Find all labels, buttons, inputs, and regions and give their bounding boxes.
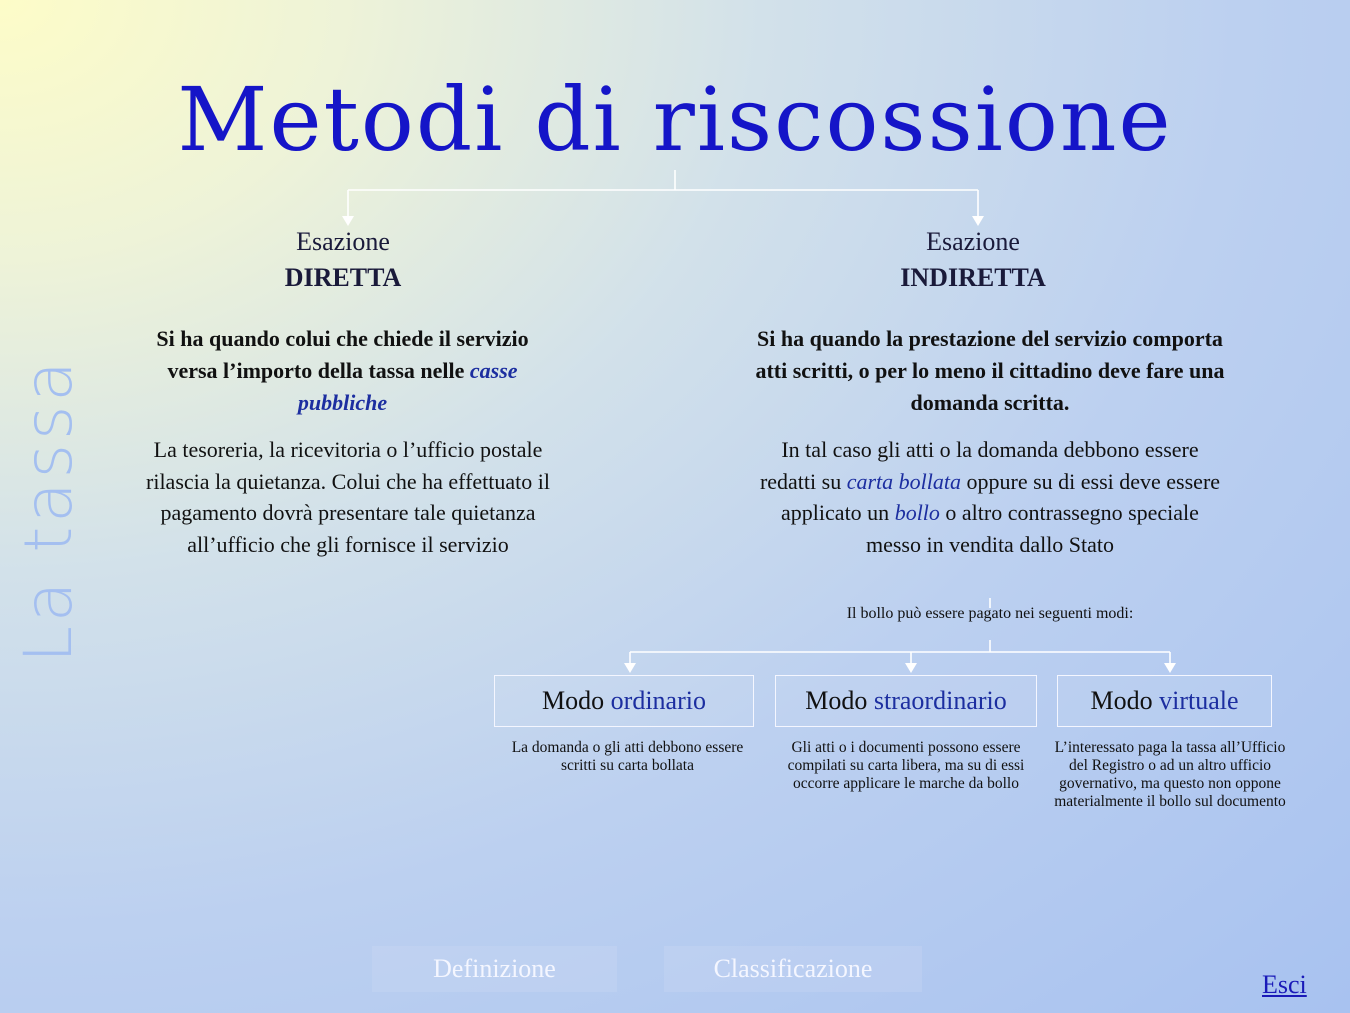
mode-straordinario-prefix: Modo xyxy=(805,686,874,715)
right-description-emphasis1: carta bollata xyxy=(846,468,961,494)
right-description-emphasis2: bollo xyxy=(894,500,940,525)
mode-virtuale-prefix: Modo xyxy=(1090,686,1160,715)
left-heading xyxy=(200,224,486,296)
mode-virtuale-description: L’interessato paga la tassa all’Ufficio del Registro o ad un altro ufficio governativo, ma questo non oppone materialmente il bollo sul documento xyxy=(1054,739,1286,810)
right-description xyxy=(755,434,1225,560)
definizione-button[interactable]: Definizione xyxy=(372,946,617,992)
right-heading-line1: Esazione xyxy=(926,227,1020,256)
mode-ordinario-keyword: ordinario xyxy=(610,686,706,715)
classificazione-button[interactable]: Classificazione xyxy=(664,946,922,992)
left-description: La tesoreria, la ricevitoria o l’ufficio postale rilascia la quietanza. Colui che ha effettuato il pagamento dovrà presentare tale quietanza all’ufficio che gli fornisce il servizio xyxy=(146,437,550,557)
mode-virtuale-box xyxy=(1057,675,1272,727)
esci-link[interactable]: Esci xyxy=(1262,970,1307,999)
mode-straordinario-description: Gli atti o i documenti possono essere compilati su carta libera, ma su di essi occorre applicare le marche da bollo xyxy=(787,739,1025,792)
right-description-part2: oppure su di essi deve essere applicato un xyxy=(781,468,1221,525)
left-definition-emphasis: casse pubbliche xyxy=(297,358,518,415)
right-heading xyxy=(830,224,1116,296)
payment-modes-note: Il bollo può essere pagato nei seguenti modi: xyxy=(846,605,1134,622)
mode-straordinario-box xyxy=(775,675,1037,727)
side-title: La tassa xyxy=(10,357,87,663)
right-definition: Si ha quando la prestazione del servizio comporta atti scritti, o per lo meno il cittadino deve fare una domanda scritta. xyxy=(755,326,1225,415)
left-heading-line1: Esazione xyxy=(296,227,390,256)
mode-ordinario-box xyxy=(494,675,754,727)
left-definition-text: Si ha quando colui che chiede il servizio versa l’importo della tassa nelle xyxy=(156,326,529,383)
left-definition xyxy=(140,323,545,419)
right-description-part3: o altro contrassegno speciale messo in vendita dallo Stato xyxy=(865,500,1199,557)
mode-straordinario-keyword: straordinario xyxy=(873,686,1007,715)
slide-title: Metodi di riscossione xyxy=(177,68,1173,171)
left-heading-line2: DIRETTA xyxy=(284,263,402,292)
right-heading-line2: INDIRETTA xyxy=(900,263,1046,292)
mode-virtuale-keyword: virtuale xyxy=(1159,686,1239,715)
mode-ordinario-prefix: Modo xyxy=(542,686,611,715)
right-description-part1: In tal caso gli atti o la domanda debbono essere redatti su xyxy=(759,437,1199,494)
mode-ordinario-description: La domanda o gli atti debbono essere scritti su carta bollata xyxy=(511,739,744,774)
